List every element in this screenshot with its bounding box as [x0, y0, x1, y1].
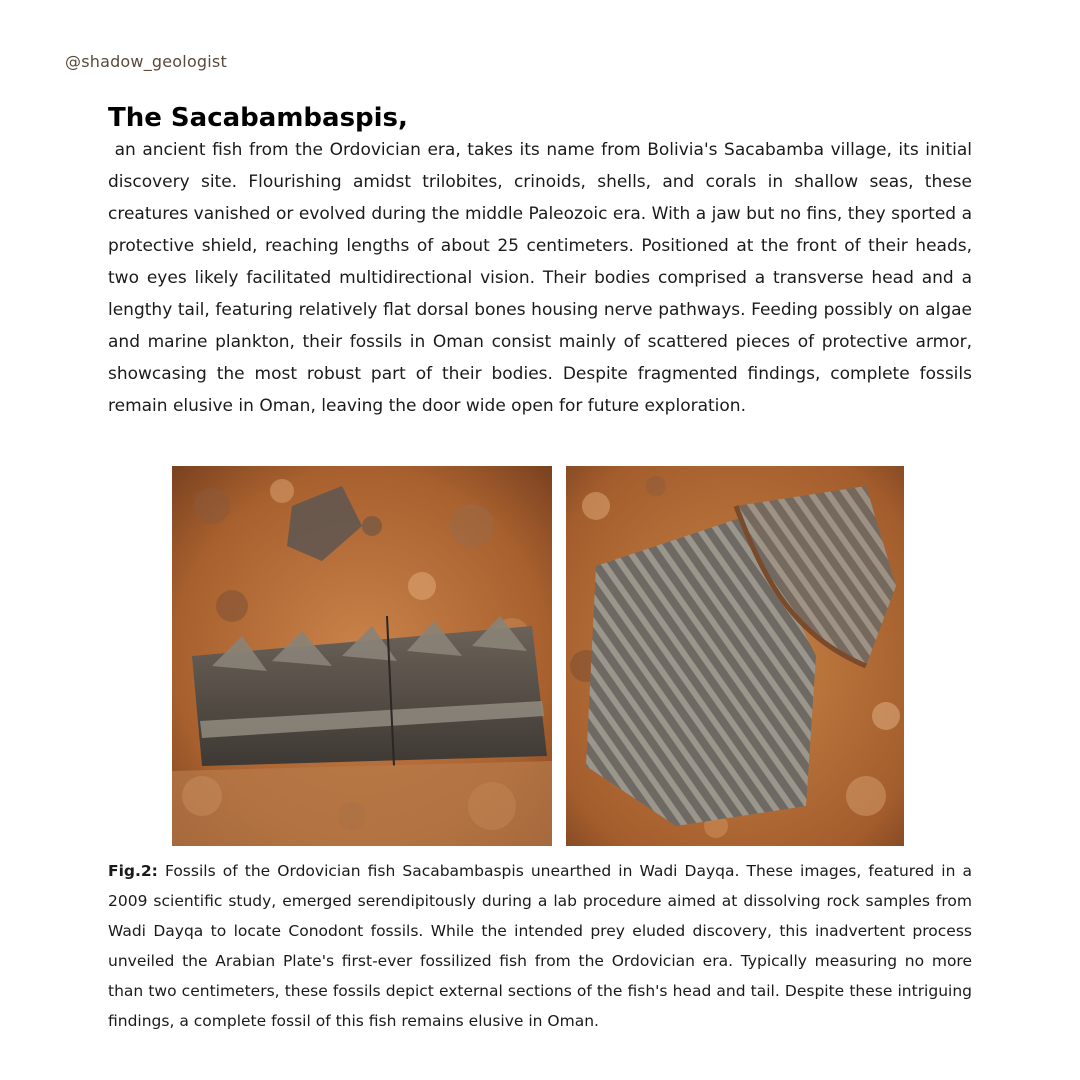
fossil-photo-head: [172, 466, 552, 846]
figure-caption-text: Fossils of the Ordovician fish Sacabambaspis unearthed in Wadi Dayqa. These images, featured in a 2009 scientific study, emerged serendipitously during a lab procedure aimed at dissolving rock samples from Wadi Dayqa to locate Conodont fossils. While the intended prey eluded discovery, this inadvertent process unveiled the Arabian Plate's first-ever fossilized fish from the Ordovician era. Typically measuring no more than two centimeters, these fossils depict external sections of the fish's head and tail. Despite these intriguing findings, a complete fossil of this fish remains elusive in Oman.: [108, 862, 972, 1030]
article-title: The Sacabambaspis,: [108, 103, 408, 133]
fossil-photo-tail: [566, 466, 904, 846]
figure-label: Fig.2:: [108, 862, 158, 880]
figure-caption: [108, 856, 972, 1036]
account-handle: @shadow_geologist: [65, 52, 227, 71]
fossil-tail-image: [566, 466, 904, 846]
fossil-head-image: [172, 466, 552, 846]
article-body: an ancient fish from the Ordovician era, takes its name from Bolivia's Sacabamba village, its initial discovery site. Flourishing amidst trilobites, crinoids, shells, and corals in shallow seas, these creatures vanished or evolved during the middle Paleozoic era. With a jaw but no fins, they sported a protective shield, reaching lengths of about 25 centimeters. Positioned at the front of their heads, two eyes likely facilitated multidirectional vision. Their bodies comprised a transverse head and a lengthy tail, featuring relatively flat dorsal bones housing nerve pathways. Feeding possibly on algae and marine plankton, their fossils in Oman consist mainly of scattered pieces of protective armor, showcasing the most robust part of their bodies. Despite fragmented findings, complete fossils remain elusive in Oman, leaving the door wide open for future exploration.: [108, 140, 978, 416]
